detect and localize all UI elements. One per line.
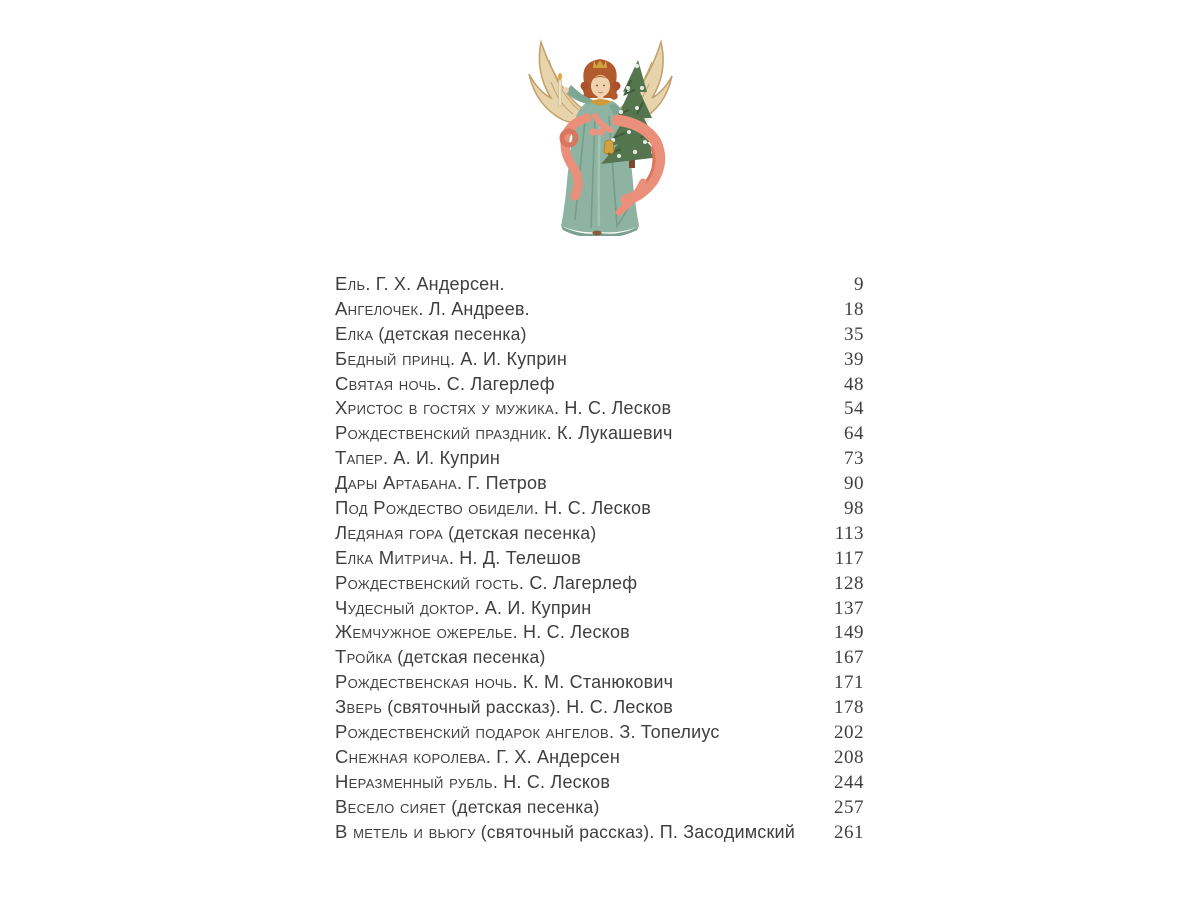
- toc-entry: [335, 272, 864, 297]
- toc-entry-author: . К. М. Станюкович: [512, 672, 674, 693]
- toc-entry: [335, 820, 864, 845]
- toc-entry-subtitle: (святочный рассказ): [382, 697, 556, 718]
- toc-entry-page-number: 171: [834, 672, 864, 694]
- toc-entry-author: . Г. Петров: [457, 473, 547, 494]
- toc-entry-text: [335, 322, 527, 349]
- toc-entry-page-number: 113: [834, 522, 864, 544]
- toc-entry-page-number: 244: [834, 771, 864, 793]
- angel-with-christmas-tree-image: [525, 30, 675, 236]
- toc-entry: [335, 446, 864, 471]
- toc-entry-title: Снежная королева: [335, 745, 486, 767]
- toc-entry-page-number: 167: [834, 647, 864, 669]
- toc-entry-title: Рождественский подарок ангелов: [335, 721, 609, 743]
- toc-entry-text: [335, 770, 610, 797]
- toc-entry-page-number: 9: [854, 274, 864, 295]
- toc-entry-page-number: 73: [844, 448, 864, 470]
- toc-entry-title: Елка Митрича: [335, 546, 449, 568]
- toc-entry-page-number: 178: [834, 697, 864, 719]
- toc-entry-title: Ангелочек: [335, 297, 419, 319]
- toc-entry: [335, 645, 864, 670]
- toc-entry-text: [335, 297, 530, 324]
- toc-entry-text: [335, 571, 637, 598]
- toc-entry-text: [335, 820, 795, 847]
- toc-entry-page-number: 208: [834, 746, 864, 768]
- toc-entry-subtitle: (детская песенка): [373, 323, 527, 344]
- toc-entry-author: . А. И. Куприн: [383, 448, 501, 469]
- toc-entry-page-number: 98: [844, 498, 864, 520]
- toc-entry-page-number: 48: [844, 373, 864, 395]
- toc-entry-title: Рождественский праздник: [335, 422, 547, 444]
- toc-entry: [335, 521, 864, 546]
- toc-entry-text: [335, 396, 671, 423]
- toc-entry-text: [335, 496, 651, 523]
- toc-entry: [335, 745, 864, 770]
- toc-entry-title: В метель и вьюгу: [335, 820, 476, 842]
- toc-entry-text: [335, 670, 673, 697]
- toc-entry-title: Неразменный рубль: [335, 770, 493, 792]
- toc-entry-title: Христос в гостях у мужика: [335, 397, 554, 419]
- toc-entry-title: Тапер: [335, 447, 384, 469]
- toc-entry: [335, 496, 864, 521]
- toc-entry-page-number: 117: [834, 547, 864, 569]
- table-of-contents: [335, 272, 864, 844]
- toc-entry-title: Весело сияет: [335, 795, 447, 817]
- toc-entry: [335, 795, 864, 820]
- toc-entry-title: Бедный принц: [335, 347, 450, 369]
- toc-entry-page-number: 90: [844, 473, 864, 495]
- toc-entry-title: Чудесный доктор: [335, 596, 475, 618]
- toc-entry-page-number: 149: [834, 622, 864, 644]
- toc-entry-subtitle: (детская песенка): [392, 647, 546, 668]
- toc-entry-author: . Г. Х. Андерсен.: [365, 274, 505, 294]
- toc-entry-text: [335, 471, 547, 498]
- angel-illustration: [525, 30, 675, 236]
- toc-entry-subtitle: (детская песенка): [446, 796, 600, 817]
- toc-entry-page-number: 64: [844, 423, 864, 445]
- toc-entry-page-number: 39: [844, 348, 864, 370]
- toc-entry-page-number: 18: [844, 298, 864, 320]
- toc-entry-title: Святая ночь: [335, 372, 437, 394]
- toc-entry-page-number: 257: [834, 796, 864, 818]
- toc-entry-page-number: 261: [834, 821, 864, 843]
- toc-entry: [335, 396, 864, 421]
- toc-entry-page-number: 128: [834, 572, 864, 594]
- toc-entry: [335, 471, 864, 496]
- toc-entry-text: [335, 795, 599, 822]
- toc-entry-text: [335, 347, 567, 374]
- toc-entry-author: . Н. С. Лесков: [553, 398, 672, 419]
- toc-entry-page-number: 137: [834, 597, 864, 619]
- toc-entry-title: Ель: [335, 273, 366, 294]
- toc-entry-author: . К. Лукашевич: [546, 423, 673, 444]
- toc-entry: [335, 620, 864, 645]
- toc-entry: [335, 546, 864, 571]
- toc-entry-title: Дары Артабана: [335, 472, 458, 494]
- toc-entry-page-number: 202: [834, 722, 864, 744]
- toc-entry-text: [335, 720, 720, 747]
- toc-entry-text: [335, 421, 673, 448]
- toc-entry-author: . Л. Андреев.: [418, 298, 530, 319]
- angel-foot: [593, 231, 602, 236]
- toc-entry-page-number: 35: [844, 323, 864, 345]
- toc-entry: [335, 720, 864, 745]
- toc-entry-subtitle: (детская песенка): [443, 522, 597, 543]
- toc-entry: [335, 322, 864, 347]
- toc-entry-title: Ледяная гора: [335, 521, 444, 543]
- toc-entry-author: . А. И. Куприн: [474, 597, 592, 618]
- toc-entry-text: [335, 695, 673, 722]
- toc-entry-title: Под Рождество обидели: [335, 497, 534, 519]
- toc-entry-author: . С. Лагерлеф: [436, 373, 555, 394]
- toc-entry-author: . Н. С. Лесков: [492, 771, 611, 792]
- toc-entry-text: [335, 521, 596, 548]
- toc-entry: [335, 670, 864, 695]
- toc-entry: [335, 571, 864, 596]
- toc-entry-text: [335, 645, 545, 672]
- toc-entry-title: Елка: [335, 322, 374, 344]
- toc-entry-author: . Н. С. Лесков: [555, 697, 674, 718]
- toc-entry: [335, 372, 864, 397]
- toc-entry: [335, 347, 864, 372]
- toc-entry: [335, 297, 864, 322]
- toc-entry-author: . З. Топелиус: [609, 722, 720, 743]
- toc-entry-author: . Н. С. Лесков: [512, 622, 630, 643]
- toc-entry-text: [335, 620, 630, 647]
- toc-entry-title: Тройка: [335, 646, 393, 668]
- toc-entry-text: [335, 546, 581, 573]
- toc-entry-title: Рождественская ночь: [335, 671, 513, 693]
- toc-entry-author: . С. Лагерлеф: [518, 572, 638, 593]
- toc-entry-text: [335, 745, 620, 772]
- toc-entry-text: [335, 446, 500, 473]
- toc-entry-author: . П. Засодимский: [649, 821, 796, 842]
- toc-entry: [335, 695, 864, 720]
- toc-entry-author: . А. И. Куприн: [449, 348, 567, 369]
- toc-entry-page-number: 54: [844, 398, 864, 420]
- toc-entry-author: . Н. Д. Телешов: [448, 547, 582, 568]
- toc-entry-title: Рождественский гость: [335, 571, 519, 593]
- toc-entry-title: Зверь: [335, 696, 383, 718]
- toc-entry-subtitle: (святочный рассказ): [475, 821, 650, 842]
- toc-entry-text: [335, 372, 555, 399]
- candle: [558, 73, 562, 106]
- toc-entry: [335, 596, 864, 621]
- angel-head: [581, 59, 621, 100]
- toc-entry: [335, 770, 864, 795]
- toc-entry: [335, 421, 864, 446]
- toc-entry-text: [335, 596, 591, 623]
- toc-entry-author: . Н. С. Лесков: [533, 498, 652, 519]
- toc-entry-author: . Г. Х. Андерсен: [485, 746, 620, 767]
- toc-entry-title: Жемчужное ожерелье: [335, 621, 513, 643]
- toc-entry-text: [335, 272, 505, 299]
